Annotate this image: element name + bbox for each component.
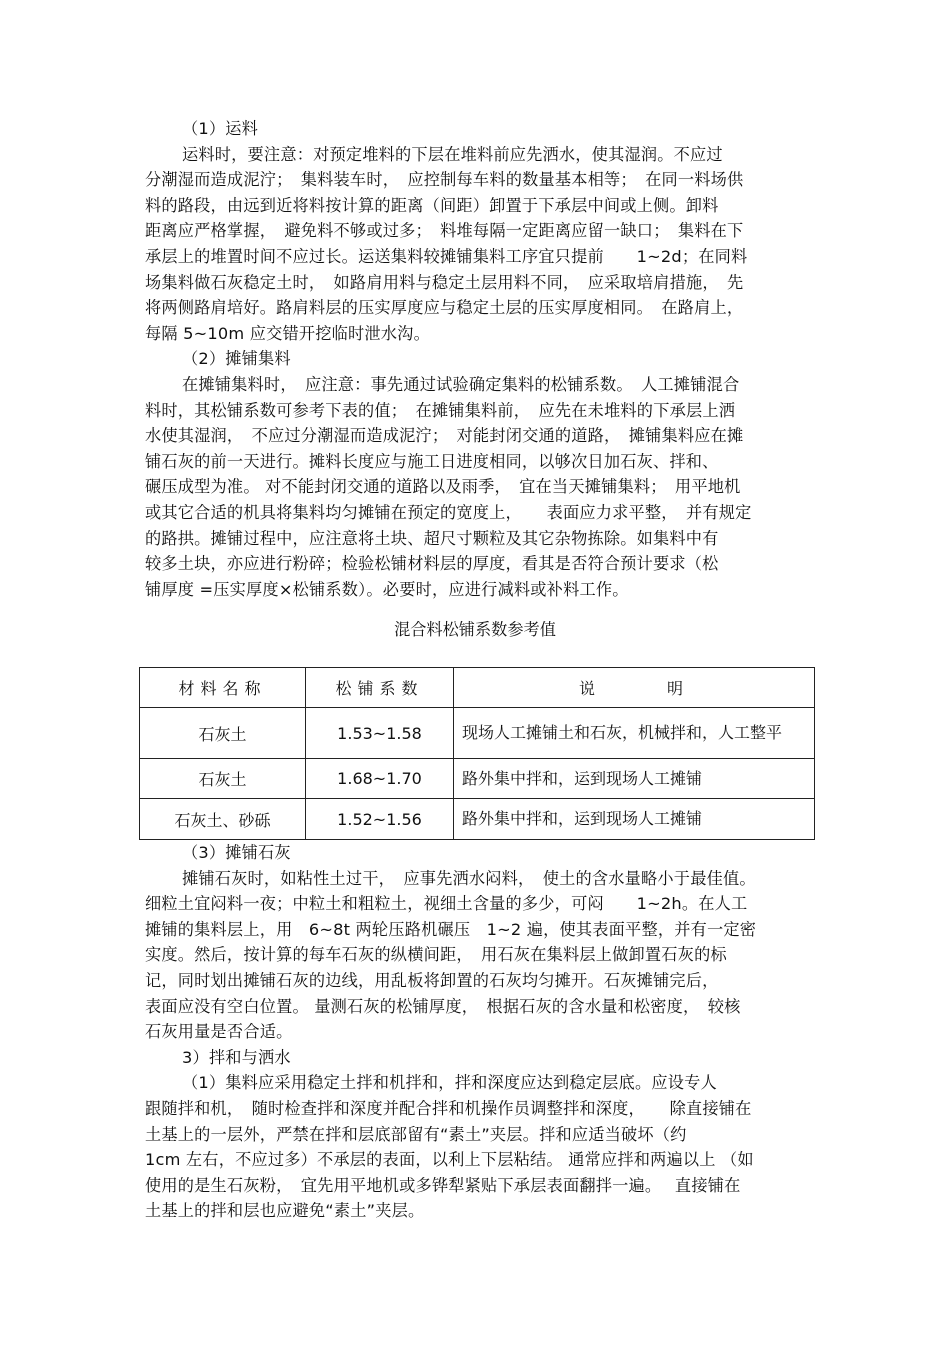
cell-coefficient: 1.68~1.70: [306, 759, 454, 799]
text-line: 料的路段，由远到近将料按计算的距离（间距）卸置于下承层中间或上侧。卸料: [145, 195, 719, 215]
text-line: 跟随拌和机， 随时检查拌和深度并配合拌和机操作员调整拌和深度， 除直接铺在: [145, 1099, 752, 1118]
text-line: （2）摊铺集料: [182, 349, 291, 369]
text-line: 石灰用量是否合适。: [145, 1022, 293, 1042]
text-line: 3）拌和与洒水: [182, 1047, 291, 1067]
text-line: 土基上的拌和层也应避免“素土”夹层。: [145, 1201, 425, 1221]
cell-coefficient: 1.53~1.58: [306, 708, 454, 759]
text-line: 水使其湿润， 不应过分潮湿而造成泥泞； 对能封闭交通的道路， 摊铺集料应在摊: [145, 426, 744, 446]
header-coefficient: 松铺系数: [306, 668, 454, 708]
table-row: [140, 708, 815, 759]
text-line: （3）摊铺石灰: [182, 843, 291, 862]
text-line: 使用的是生石灰粉， 宜先用平地机或多铧犁紧贴下承层表面翻拌一遍。 直接铺在: [145, 1175, 741, 1195]
text-line: 记，同时划出摊铺石灰的边线，用乱板将卸置的石灰均匀摊开。石灰摊铺完后，: [145, 971, 719, 990]
text-line: 距离应严格掌握， 避免料不够或过多； 料堆每隔一定距离应留一缺口； 集料在下: [145, 221, 744, 241]
text-line: 分潮湿而造成泥泞； 集料装车时， 应控制每车料的数量基本相等； 在同一料场供: [145, 170, 744, 190]
cell-material: 石灰土、砂砾: [140, 799, 306, 840]
text-line: 场集料做石灰稳定土时， 如路肩用料与稳定土层用料不同， 应采取培肩措施， 先: [145, 272, 744, 292]
cell-material: 石灰土: [140, 708, 306, 759]
table-row: [140, 759, 815, 799]
cell-material: 石灰土: [140, 759, 306, 799]
text-line: 摊铺的集料层上，用 6~8t 两轮压路机碾压 1~2 遍，使其表面平整，并有一定密: [145, 919, 757, 939]
text-line: 土基上的一层外，严禁在拌和层底部留有“素土”夹层。拌和应适当破坏（约: [145, 1124, 687, 1144]
text-line: 较多土块，亦应进行粉碎；检验松铺材料层的厚度，看其是否符合预计要求（松: [145, 554, 719, 574]
text-line: 或其它合适的机具将集料均匀摊铺在预定的宽度上， 表面应力求平整， 并有规定: [145, 503, 752, 522]
coefficient-table: [139, 667, 815, 840]
text-line: 的路拱。摊铺过程中，应注意将土块、超尺寸颗粒及其它杂物拣除。如集料中有: [145, 528, 719, 548]
table-caption: 混合料松铺系数参考值: [394, 620, 556, 639]
table-row: [140, 799, 815, 840]
table-header-row: [140, 668, 815, 708]
text-line: （1）运料: [182, 119, 259, 138]
text-line: 1cm 左右，不应过多）不承层的表面，以利上下层粘结。 通常应拌和两遍以上 （如: [145, 1150, 754, 1170]
header-material: 材料名称: [140, 668, 306, 708]
cell-coefficient: 1.52~1.56: [306, 799, 454, 840]
text-line: 料时，其松铺系数可参考下表的值； 在摊铺集料前， 应先在未堆料的下承层上洒: [145, 400, 736, 420]
text-line: 实度。然后，按计算的每车石灰的纵横间距， 用石灰在集料层上做卸置石灰的标: [145, 945, 727, 965]
cell-note: 现场人工摊铺土和石灰，机械拌和，人工整平: [454, 708, 815, 759]
text-line: 摊铺石灰时，如粘性土过干， 应事先洒水闷料， 使土的含水量略小于最佳值。: [182, 868, 756, 888]
text-line: 将两侧路肩培好。路肩料层的压实厚度应与稳定土层的压实厚度相同。 在路肩上，: [145, 298, 744, 318]
text-line: 铺石灰的前一天进行。摊料长度应与施工日进度相同，以够次日加石灰、拌和、: [145, 451, 719, 471]
text-line: 每隔 5~10m 应交错开挖临时泄水沟。: [145, 323, 430, 343]
text-line: 碾压成型为准。 对不能封闭交通的道路以及雨季， 宜在当天摊铺集料； 用平地机: [145, 477, 741, 497]
text-line: 表面应没有空白位置。 量测石灰的松铺厚度， 根据石灰的含水量和松密度， 较核: [145, 996, 741, 1016]
text-line: 细粒土宜闷料一夜；中粒土和粗粒土，视细土含量的多少，可闷 1~2h。在人工: [145, 894, 748, 914]
text-line: 承层上的堆置时间不应过长。运送集料较摊铺集料工序宜只提前 1~2d；在同料: [145, 247, 748, 266]
cell-note: 路外集中拌和，运到现场人工摊铺: [454, 799, 815, 840]
header-note: 说 明: [454, 668, 815, 708]
text-line: 在摊铺集料时， 应注意：事先通过试验确定集料的松铺系数。 人工摊铺混合: [182, 375, 740, 394]
cell-note: 路外集中拌和，运到现场人工摊铺: [454, 759, 815, 799]
text-line: 运料时，要注意：对预定堆料的下层在堆料前应先洒水，使其湿润。不应过: [182, 144, 723, 164]
text-line: 铺厚度 =压实厚度×松铺系数）。必要时，应进行减料或补料工作。: [145, 579, 629, 599]
text-line: （1）集料应采用稳定土拌和机拌和，拌和深度应达到稳定层底。应设专人: [182, 1073, 717, 1093]
